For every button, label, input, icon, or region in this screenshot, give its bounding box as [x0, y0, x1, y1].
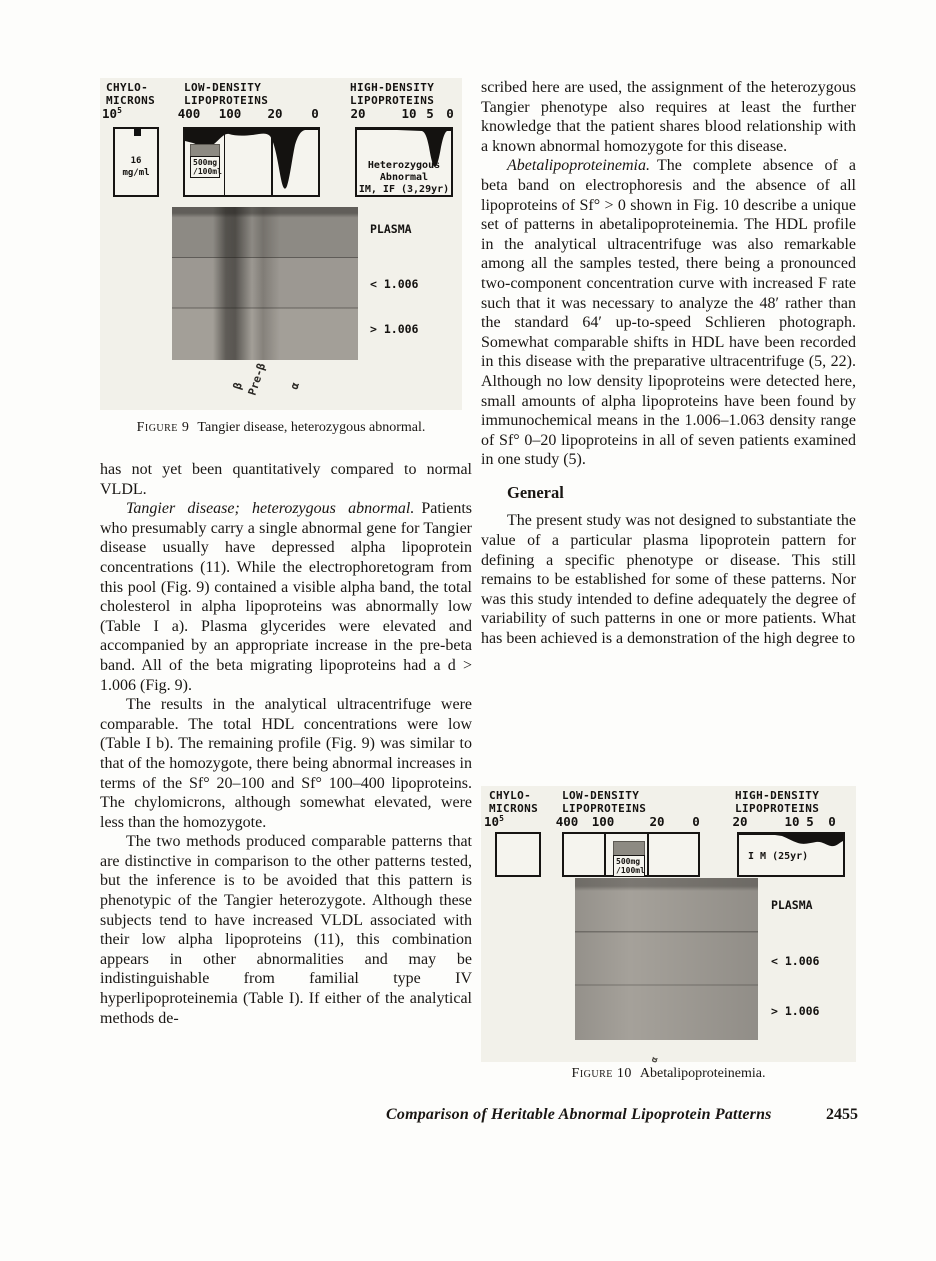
fig10-hdl-header [735, 790, 819, 815]
fig10-ldl-header-line1: LOW-DENSITY [562, 789, 640, 802]
fig10-ldl-concentration-label [613, 855, 645, 877]
fig10-ldl-divider-20 [647, 834, 649, 875]
left-paragraph-3: The results in the analytical ultracentrifuge were comparable. The total HDL concentrations were low (Table I b). The remaining profile (Fig. 9) was similar to that of the homozygote, there being abnormal increases in terms of the Sf° 20–100 and Sf° 100–400 lipoproteins. The chylomicrons, although somewhat elevated, were less than the homozygote. [100, 696, 472, 831]
right-paragraph-3: The present study was not designed to substantiate the value of a particular plasma lipoprotein pattern for defining a specific phenotype or disease. This still remains to be established for some of these patterns. Nor was this study intended to define adequately the degree of variability of such patterns in one or more patients. What has been achieved is a demonstration of the high degree to [481, 512, 856, 648]
fig9-hdl-label-line1: Heterozygous [367, 160, 441, 171]
fig9-ldl-header [184, 82, 268, 107]
fig10-hdl-tick-0: 0 [828, 814, 836, 829]
left-paragraph-4: The two methods produced comparable patterns that are distinctive in comparison to the other patterns tested, but the inference is to be avoided that this pattern is phenotypic of the Tangier heterozygote. Although these subjects tend to have increased VLDL associated with their low alpha lipoproteins (11), this combination appears in other abnormalities and may be indistinguishable from familial type IV hyperlipoproteinemia (Table I). If either of the analytical methods de- [100, 833, 472, 1027]
fig10-ldl-header-line2: LIPOPROTEINS [562, 801, 647, 815]
fig9-band-alpha: α [287, 380, 303, 391]
fig9-hdl-tick-20: 20 [350, 106, 366, 121]
fig9-lane-plasma: PLASMA [370, 222, 412, 236]
fig10-lane-gt1006: > 1.006 [771, 1004, 820, 1018]
right-paragraph-2 [481, 156, 856, 470]
fig10-chylo-scale [484, 814, 504, 829]
left-p2-rest: Patients who presumably carry a single abnormal gene for Tangier disease usually have depressed alpha lipoprotein concentrations (11). While the electrophoretogram from this pool (Fig. 9) contained a visible alpha band, the total cholesterol in alpha lipoproteins was abnormally low (Table I a). Plasma glycerides were elevated and accompanied by an appropriate increase in the pre-beta band. All of the beta migrating lipoproteins had a d > 1.006 (Fig. 9). [100, 500, 472, 694]
figure-10 [481, 786, 856, 1062]
fig9-hdl-header [350, 82, 434, 107]
fig9-hdl-tick-10: 10 [401, 106, 417, 121]
fig9-chylo-box [113, 127, 159, 197]
fig9-hdl-labels [357, 160, 451, 196]
fig9-chylo-peak-mark [134, 129, 141, 136]
fig9-ldl-concentration-label [190, 156, 220, 178]
fig9-ldl-box [183, 127, 320, 197]
fig10-chylo-box [495, 832, 541, 877]
fig9-hdl-header-line1: HIGH-DENSITY [350, 81, 435, 94]
fig9-chylo-header [106, 82, 155, 107]
fig9-ldl-concentration-box [190, 144, 220, 178]
fig10-ldl-conc-line2: /100ml [616, 866, 645, 875]
fig9-ldl-tick-20: 20 [267, 106, 283, 121]
fig10-ldl-header [562, 790, 646, 815]
running-title: Comparison of Heritable Abnormal Lipoprotein Patterns [386, 1106, 772, 1123]
fig9-hdl-tick-5: 5 [426, 106, 434, 121]
fig10-hdl-tick-20: 20 [732, 814, 748, 829]
fig9-hdl-box [355, 127, 453, 197]
fig10-ldl-divider-100 [604, 834, 606, 875]
figure-9 [100, 78, 462, 410]
fig9-gel-photo [172, 207, 358, 360]
fig10-hdl-header-line2: LIPOPROTEINS [735, 801, 820, 815]
fig10-band-alpha: α [649, 1055, 661, 1064]
fig9-ldl-tick-400: 400 [177, 106, 201, 121]
fig10-ldl-conc-line1: 500mg [616, 857, 641, 866]
fig9-chylo-scale-exp: 5 [117, 106, 122, 115]
fig10-chylo-header-line2: MICRONS [489, 801, 539, 815]
fig10-hdl-box [737, 832, 845, 877]
fig10-hdl-tick-10: 10 [784, 814, 800, 829]
fig10-hdl-label: I M (25yr) [748, 851, 809, 862]
fig10-caption-label: Figure 10 [571, 1066, 632, 1081]
fig10-hdl-tick-5: 5 [806, 814, 814, 829]
fig10-lane-lt1006: < 1.006 [771, 954, 820, 968]
fig9-chylo-box-label: 16 mg/ml [122, 156, 150, 178]
right-p2-lead: Abetalipoproteinemia. [507, 157, 650, 175]
left-paragraph-2 [100, 499, 472, 695]
fig9-ldl-tick-100: 100 [218, 106, 242, 121]
fig10-lane-plasma: PLASMA [771, 898, 813, 912]
fig10-caption-text: Abetalipoproteinemia. [639, 1066, 766, 1081]
page-number: 2455 [826, 1106, 858, 1123]
fig9-chylo-header-line1: CHYLO- [106, 81, 149, 94]
fig9-caption-text: Tangier disease, heterozygous abnormal. [197, 420, 426, 435]
fig10-ldl-tick-0: 0 [692, 814, 700, 829]
fig9-ldl-concentration-shade [190, 144, 220, 156]
fig10-ldl-box [562, 832, 700, 877]
fig10-gel-photo [575, 878, 758, 1040]
fig9-ldl-tick-0: 0 [311, 106, 319, 121]
fig9-ldl-header-line1: LOW-DENSITY [184, 81, 262, 94]
fig10-chylo-header [489, 790, 538, 815]
fig10-ldl-tick-100: 100 [591, 814, 615, 829]
fig9-hdl-label-line3: IM, IF (3,29yr) [358, 184, 450, 195]
left-column [100, 460, 472, 1028]
fig9-hdl-header-line2: LIPOPROTEINS [350, 93, 435, 107]
right-paragraph-1: scribed here are used, the assignment of the heterozygous Tangier phenotype also requires at least the further knowledge that the patient shares blood relationship with a known abnormal homozygote for this disease. [481, 79, 856, 155]
fig9-band-beta: β [230, 380, 246, 391]
fig10-chylo-scale-base: 10 [484, 814, 500, 830]
fig10-chylo-header-line1: CHYLO- [489, 789, 532, 802]
fig10-ldl-tick-20: 20 [649, 814, 665, 829]
general-heading: General [507, 482, 564, 502]
fig9-hdl-tick-0: 0 [446, 106, 454, 121]
fig9-lane-lt1006: < 1.006 [370, 277, 419, 291]
fig9-caption-label: Figure 9 [136, 420, 190, 435]
fig9-ldl-conc-line1: 500mg [193, 158, 218, 167]
figure-10-caption [481, 1066, 856, 1082]
fig9-band-prebeta: Pre-β [245, 361, 269, 397]
right-column [481, 78, 856, 649]
fig10-ldl-concentration-shade [613, 841, 645, 855]
left-p2-lead: Tangier disease; heterozygous abnormal. [126, 500, 415, 518]
fig9-hdl-label-line2: Abnormal [379, 172, 429, 183]
fig10-ldl-tick-400: 400 [555, 814, 579, 829]
page-footer [100, 1106, 858, 1128]
fig10-hdl-header-line1: HIGH-DENSITY [735, 789, 820, 802]
left-paragraph-1: has not yet been quantitatively compared to normal VLDL. [100, 461, 472, 498]
fig10-chylo-scale-exp: 5 [499, 814, 504, 823]
fig9-ldl-conc-line2: /100ml [193, 167, 222, 176]
fig9-chylo-scale-base: 10 [102, 106, 118, 122]
fig9-chylo-header-line2: MICRONS [106, 93, 156, 107]
figure-9-caption [100, 420, 462, 436]
fig9-lane-gt1006: > 1.006 [370, 322, 419, 336]
fig9-ldl-header-line2: LIPOPROTEINS [184, 93, 269, 107]
right-p2-rest: The complete absence of a beta band on electrophoresis and the absence of all lipoproteins of Sf° > 0 shown in Fig. 10 describe a unique set of patterns in abetalipoproteinemia. The HDL profile in the analytical ultracentrifuge was also remarkable among all the samples tested, there being a pronounced two-component concentration curve with increased F rate such that it was necessary to analyze the 48′ rather than the standard 64′ up-to-speed Schlieren photograph. Somewhat comparable shifts in HDL have been recorded in this disease with the preparative ultracentrifuge (5, 22). Although no low density lipoproteins were detected here, small amounts of alpha lipoproteins have been found by immunochemical means in the 1.006–1.063 density range of Sf° 0–20 lipoproteins in all of seven patients examined in one study (5). [481, 157, 856, 469]
fig9-chylo-scale [102, 106, 122, 121]
fig10-ldl-concentration-box [613, 841, 645, 877]
